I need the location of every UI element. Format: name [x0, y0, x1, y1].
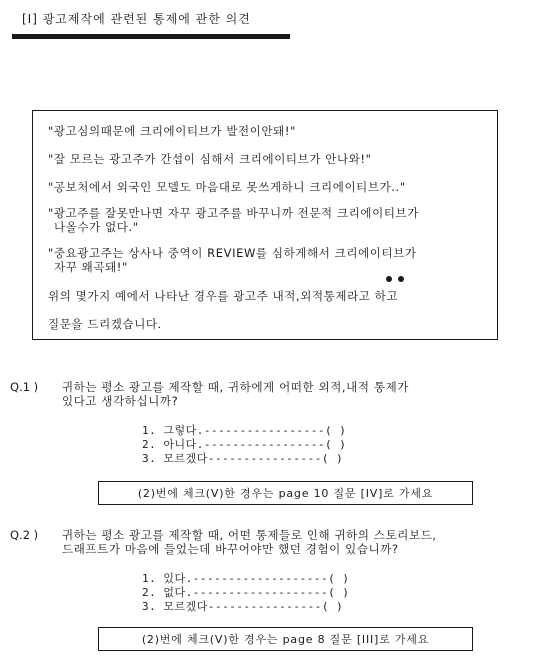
q2-text: 드래프트가 마음에 들었는데 바꾸어야만 했던 경험이 있습니까? [62, 542, 399, 556]
q1-skip-note: (2)번에 체크(V)한 경우는 page 10 질문 [IV]로 가세요 [98, 481, 473, 505]
q1-option-yes[interactable]: 1. 그렇다.-----------------( ) [142, 424, 347, 437]
intro-quote: "잘 모르는 광고주가 간섭이 심해서 크리에이티브가 안나와!" [48, 152, 372, 166]
intro-quote: "광고주를 잘못만나면 자꾸 광고주를 바꾸니까 전문적 크리에이티브가 [48, 206, 419, 220]
section-title-underline [12, 34, 290, 39]
q2-option-dont-know[interactable]: 3. 모르겠다----------------( ) [142, 600, 344, 613]
q2-option-no[interactable]: 2. 없다.-------------------( ) [142, 586, 350, 599]
q2-label: Q.2 ) [10, 528, 39, 542]
q2-text: 귀하는 평소 광고를 제작할 때, 어떤 통제들로 인해 귀하의 스토리보드, [62, 528, 437, 542]
section-title: [I] 광고제작에 관련된 통제에 관한 의견 [22, 12, 251, 26]
intro-lead-text: 질문을 드리겠습니다. [48, 317, 162, 331]
q2-skip-note: (2)번에 체크(V)한 경우는 page 8 질문 [III]로 가세요 [98, 627, 473, 651]
q1-option-dont-know[interactable]: 3. 모르겠다----------------( ) [142, 452, 344, 465]
intro-quote-continued: 나올수가 없다." [54, 220, 139, 234]
emphasis-dot [386, 276, 392, 282]
q2-option-yes[interactable]: 1. 있다.-------------------( ) [142, 572, 350, 585]
q1-text: 있다고 생각하십니까? [62, 394, 179, 408]
intro-lead-text: 위의 몇가지 예에서 나타난 경우를 광고주 내적,외적통제라고 하고 [48, 289, 399, 303]
emphasis-dot [398, 276, 404, 282]
intro-quote: "중요광고주는 상사나 중역이 REVIEW를 심하게해서 크리에이티브가 [48, 246, 417, 260]
intro-quote-continued: 자꾸 왜곡돼!" [54, 260, 128, 274]
q1-option-no[interactable]: 2. 아니다.-----------------( ) [142, 438, 347, 451]
q1-label: Q.1 ) [10, 380, 39, 394]
intro-quote: "광고심의때문에 크리에이티브가 발전이안돼!" [48, 124, 296, 138]
q1-text: 귀하는 평소 광고를 제작할 때, 귀하에게 어떠한 외적,내적 통제가 [62, 380, 409, 394]
intro-quote: "공보처에서 외국인 모델도 마음대로 못쓰게하니 크리에이티브가.." [48, 180, 406, 194]
